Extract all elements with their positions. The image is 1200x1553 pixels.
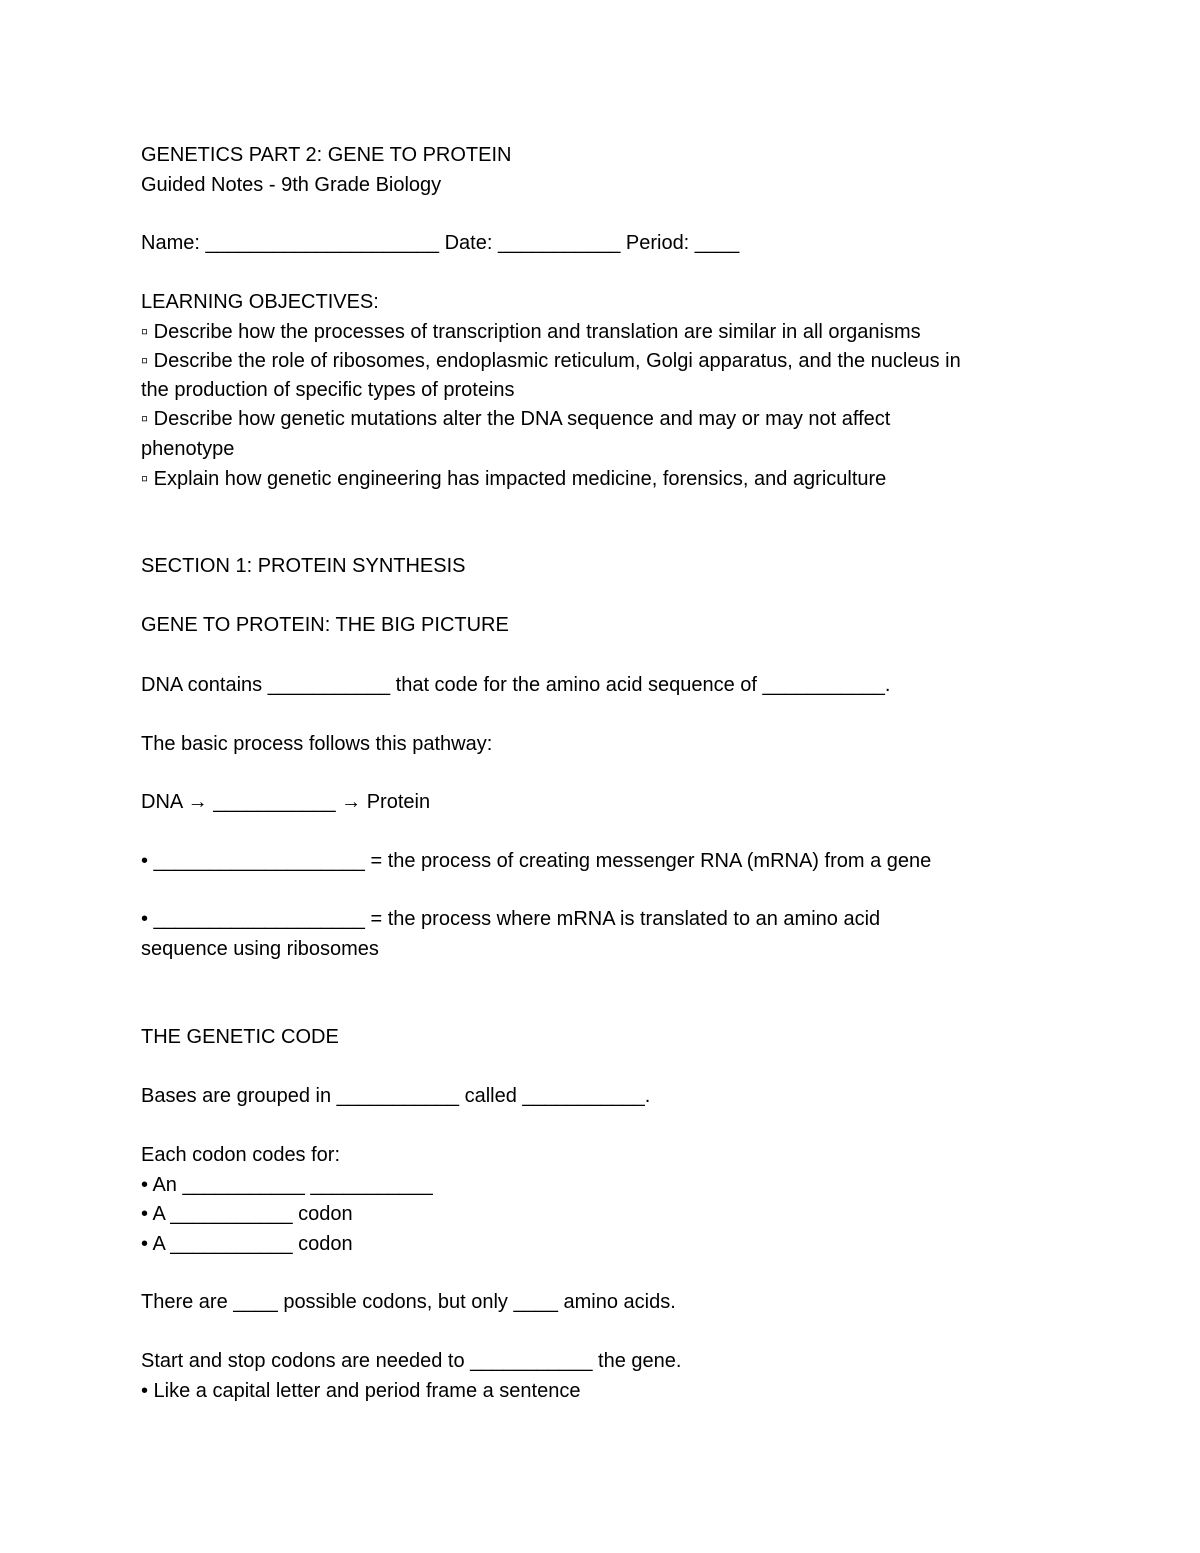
page-subtitle: Guided Notes - 9th Grade Biology — [141, 174, 442, 196]
translation-bullet-continued: sequence using ribosomes — [141, 938, 379, 960]
pathway-line: DNA → ___________ → Protein — [141, 791, 431, 813]
section-heading: SECTION 1: PROTEIN SYNTHESIS — [141, 555, 466, 577]
objective-item: ▫ Describe the role of ribosomes, endoplasmic reticulum, Golgi apparatus, and the nucleus in — [141, 350, 961, 372]
subsection-heading: THE GENETIC CODE — [141, 1026, 339, 1048]
codon-item: • An ___________ ___________ — [141, 1174, 433, 1196]
analogy-bullet: • Like a capital letter and period frame a sentence — [141, 1380, 581, 1402]
transcription-bullet: • ___________________ = the process of creating messenger RNA (mRNA) from a gene — [141, 850, 932, 872]
codon-item: • A ___________ codon — [141, 1233, 353, 1255]
fill-in-sentence: There are ____ possible codons, but only ____ amino acids. — [141, 1291, 676, 1313]
pathway-intro: The basic process follows this pathway: — [141, 733, 493, 755]
objective-item: ▫ Describe how genetic mutations alter the DNA sequence and may or may not affect — [141, 408, 891, 430]
translation-bullet: • ___________________ = the process where mRNA is translated to an amino acid — [141, 908, 881, 930]
codon-intro: Each codon codes for: — [141, 1144, 341, 1166]
page-title: GENETICS PART 2: GENE TO PROTEIN — [141, 144, 512, 166]
name-date-period-line: Name: _____________________ Date: ___________ Period: ____ — [141, 232, 740, 254]
objective-item: ▫ Describe how the processes of transcription and translation are similar in all organisms — [141, 321, 921, 343]
objective-item-continued: the production of specific types of proteins — [141, 379, 515, 401]
objective-item: ▫ Explain how genetic engineering has impacted medicine, forensics, and agriculture — [141, 468, 887, 490]
fill-in-sentence: Start and stop codons are needed to ___________ the gene. — [141, 1350, 682, 1372]
fill-in-sentence: Bases are grouped in ___________ called ___________. — [141, 1085, 651, 1107]
objectives-heading: LEARNING OBJECTIVES: — [141, 291, 379, 313]
objective-item-continued: phenotype — [141, 438, 235, 460]
codon-item: • A ___________ codon — [141, 1203, 353, 1225]
subsection-heading: GENE TO PROTEIN: THE BIG PICTURE — [141, 614, 509, 636]
fill-in-sentence: DNA contains ___________ that code for the amino acid sequence of ___________. — [141, 674, 891, 696]
